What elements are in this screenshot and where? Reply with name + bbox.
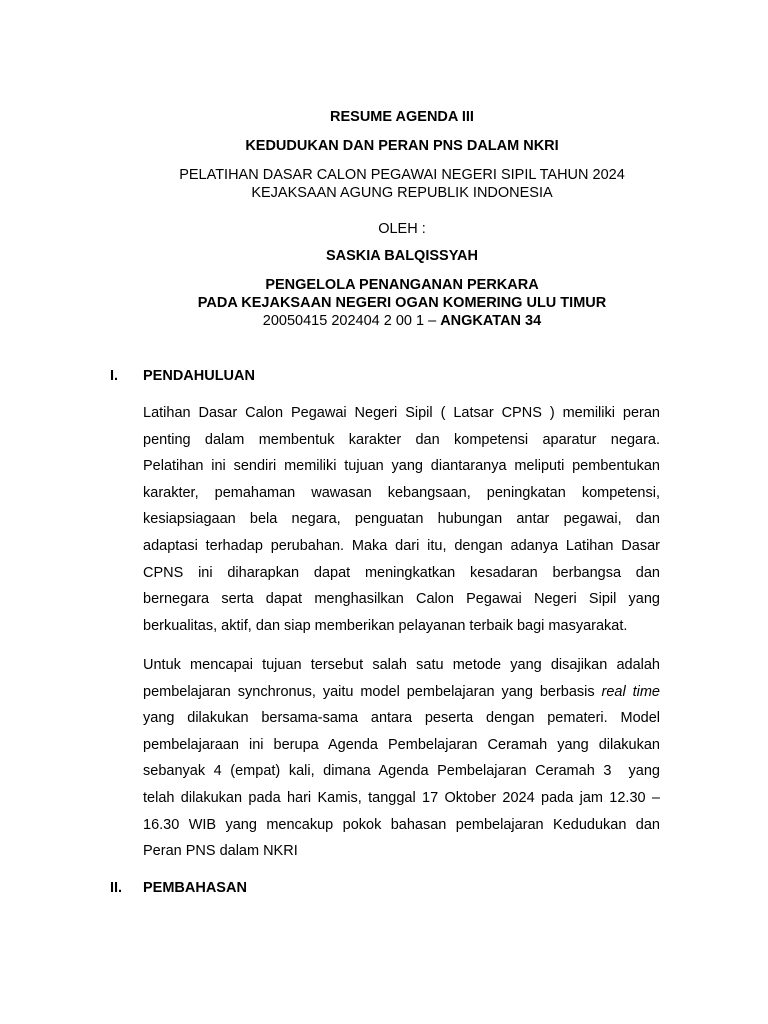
paragraph-line: Latihan Dasar Calon Pegawai Negeri Sipil ( Latsar CPNS ) memiliki peran [143, 405, 660, 421]
method-paragraph [143, 657, 660, 870]
author-id-line [0, 313, 768, 330]
paragraph-line: pembelajaraan ini berupa Agenda Pembelajaran Ceramah yang dilakukan [143, 736, 660, 753]
paragraph-line: sebanyak 4 (empat) kali, dimana Agenda Pembelajaran Ceramah 3 yang [143, 763, 660, 780]
paragraph-line: penting dalam membentuk karakter dan kompetensi aparatur negara. [143, 431, 660, 448]
paragraph-line: Pelatihan ini sendiri memiliki tujuan yang diantaranya meliputi pembentukan [143, 458, 660, 475]
paragraph-line: 16.30 WIB yang mencakup pokok bahasan pembelajaran Kedudukan dan [143, 816, 660, 833]
document-title: RESUME AGENDA III [330, 109, 474, 125]
paragraph-line: telah dilakukan pada hari Kamis, tanggal 17 Oktober 2024 pada jam 12.30 – [143, 789, 660, 806]
paragraph-line: pembelajaran synchronus, yaitu model pembelajaran yang berbasis real time [143, 683, 660, 700]
paragraph-line: bernegara serta dapat menghasilkan Calon Pegawai Negeri Sipil yang [143, 591, 660, 608]
paragraph-line: CPNS ini diharapkan dapat meningkatkan kesadaran berbangsa dan [143, 564, 660, 581]
italic-term: real time [601, 683, 660, 700]
paragraph-line: berkualitas, aktif, dan siap memberikan pelayanan terbaik bagi masyarakat. [143, 617, 628, 634]
section-number: II. [110, 880, 123, 896]
author-name: SASKIA BALQISSYAH [325, 248, 478, 264]
training-name: PELATIHAN DASAR CALON PEGAWAI NEGERI SIPIL TAHUN 2024 [179, 167, 625, 183]
paragraph-line: yang dilakukan bersama-sama antara peserta dengan pemateri. Model [143, 710, 660, 727]
by-label: OLEH : [378, 221, 426, 237]
author-nip: 20050415 202404 2 00 1 – [262, 313, 441, 329]
author-batch: ANGKATAN 34 [440, 313, 542, 329]
section-heading: PEMBAHASAN [143, 880, 247, 896]
section-number: I. [110, 368, 119, 384]
paragraph-line: kesiapsiagaan bela negara, penguatan hubungan antar pegawai, dan [143, 511, 660, 528]
intro-paragraph [143, 405, 660, 644]
paragraph-line: karakter, pemahaman wawasan kebangsaan, peningkatan kompetensi, [143, 484, 660, 501]
institution-name: KEJAKSAAN AGUNG REPUBLIK INDONESIA [251, 185, 553, 201]
author-position: PENGELOLA PENANGANAN PERKARA [265, 277, 539, 293]
author-office: PADA KEJAKSAAN NEGERI OGAN KOMERING ULU TIMUR [197, 295, 607, 311]
section-heading: PENDAHULUAN [143, 368, 255, 384]
paragraph-line: Peran PNS dalam NKRI [143, 843, 298, 860]
document-subtitle: KEDUDUKAN DAN PERAN PNS DALAM NKRI [245, 138, 559, 154]
paragraph-line: Untuk mencapai tujuan tersebut salah satu metode yang disajikan adalah [143, 657, 660, 673]
paragraph-line: adaptasi terhadap perubahan. Maka dari itu, dengan adanya Latihan Dasar [143, 537, 660, 554]
